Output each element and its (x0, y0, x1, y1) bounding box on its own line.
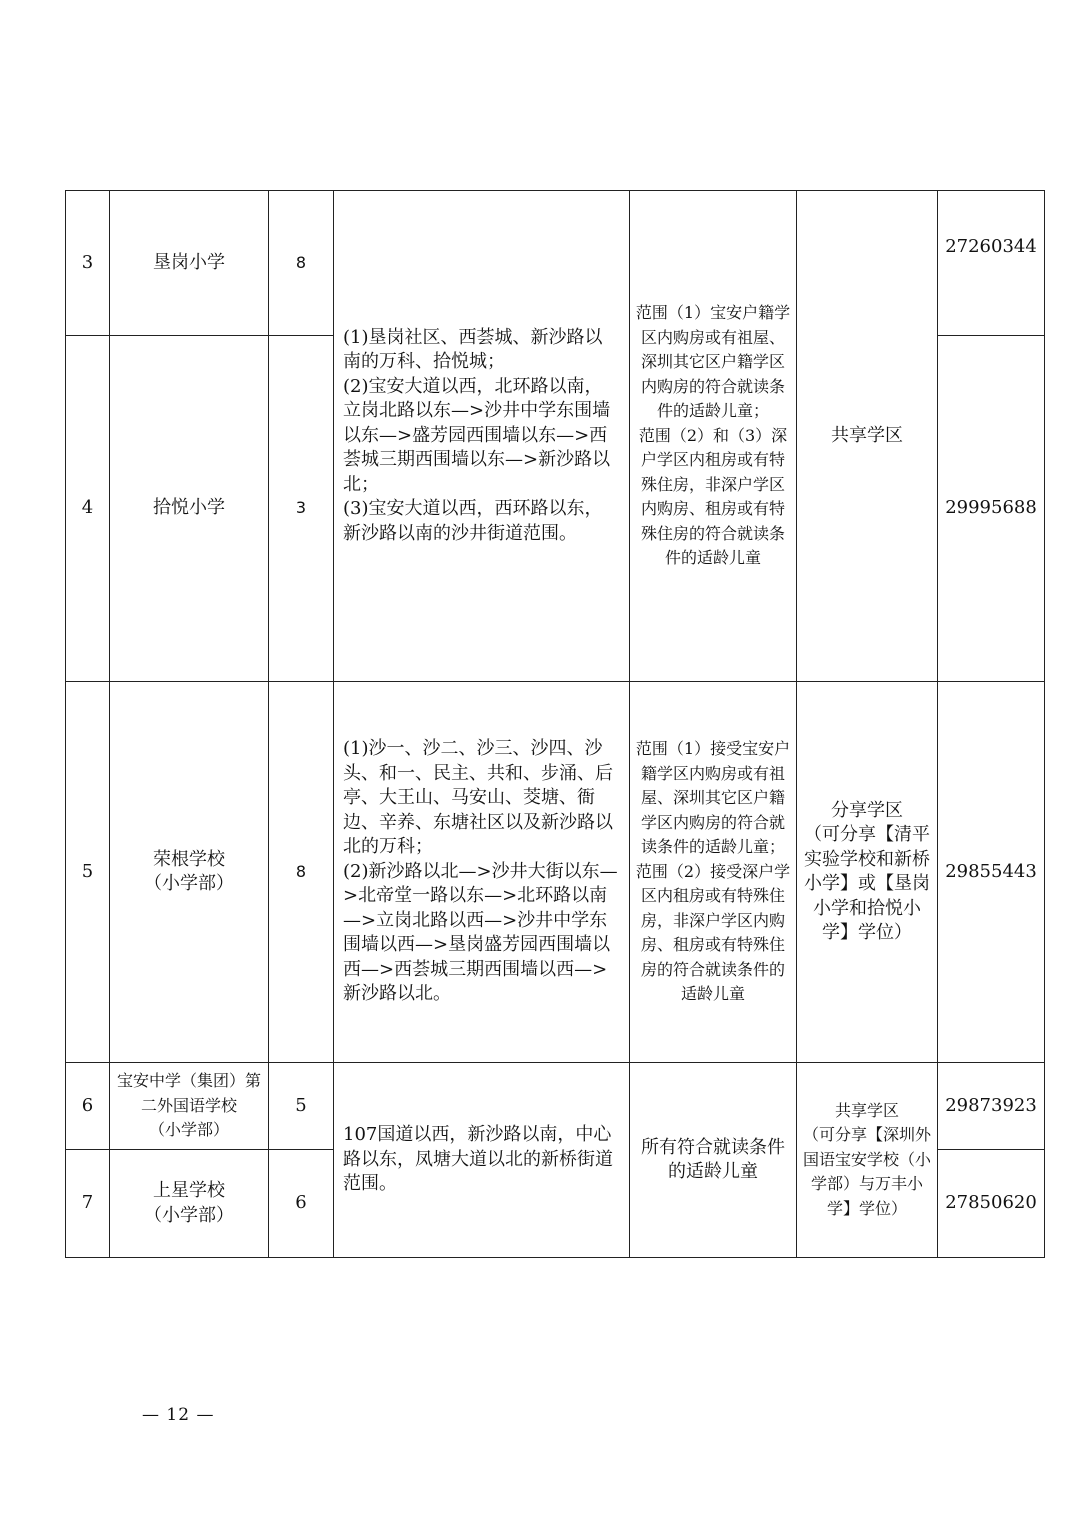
contact-phone: 27850620 (938, 1150, 1045, 1258)
row-number: 5 (66, 682, 110, 1063)
class-count: 5 (269, 1063, 334, 1150)
zone-type: 分享学区 （可分享【清平实验学校和新桥小学】或【垦岗小学和拾悦小学】学位） (797, 682, 938, 1063)
enrollment-scope: 107国道以西，新沙路以南，中心路以东，凤塘大道以北的新桥街道范围。 (334, 1063, 630, 1258)
school-name: 上星学校 （小学部） (110, 1150, 269, 1258)
class-count: 8 (269, 191, 334, 336)
row-number: 3 (66, 191, 110, 336)
row-number: 4 (66, 336, 110, 682)
school-name: 拾悦小学 (110, 336, 269, 682)
class-count: 8 (269, 682, 334, 1063)
eligibility-conditions: 范围（1）接受宝安户籍学区内购房或有祖屋、深圳其它区户籍学区内购房的符合就读条件的适龄儿童； 范围（2）接受深户学区内租房或有特殊住房，非深户学区内购房、租房或有特殊住房的符合就读条件的适龄儿童 (630, 682, 797, 1063)
contact-phone: 29873923 (938, 1063, 1045, 1150)
eligibility-conditions: 所有符合就读条件的适龄儿童 (630, 1063, 797, 1258)
school-name: 荣根学校 （小学部） (110, 682, 269, 1063)
eligibility-conditions: 范围（1）宝安户籍学区内购房或有祖屋、深圳其它区户籍学区内购房的符合就读条件的适龄儿童； 范围（2）和（3）深户学区内租房或有特殊住房，非深户学区内购房、租房或有特殊住房的符合就读条件的适龄儿童 (630, 191, 797, 682)
row-number: 7 (66, 1150, 110, 1258)
class-count: 6 (269, 1150, 334, 1258)
school-name: 宝安中学（集团）第二外国语学校 （小学部） (110, 1063, 269, 1150)
enrollment-scope: (1)沙一、沙二、沙三、沙四、沙头、和一、民主、共和、步涌、后亭、大王山、马安山、茭塘、衙边、辛养、东塘社区以及新沙路以北的万科； (2)新沙路以北—>沙井大街以东—>北帝堂一路以东—>北环路以南—>立岗北路以西—>沙井中学东围墙以西—>垦岗盛芳园西围墙以西—>西荟城三期西围墙以西—>新沙路以北。 (334, 682, 630, 1063)
contact-phone: 29855443 (938, 682, 1045, 1063)
page-number: — 12 — (142, 1405, 215, 1425)
table-row (66, 682, 1045, 1063)
contact-phone: 29995688 (938, 336, 1045, 682)
school-name: 垦岗小学 (110, 191, 269, 336)
enrollment-zone-table (65, 190, 1045, 1258)
table-row (66, 1063, 1045, 1150)
class-count: 3 (269, 336, 334, 682)
contact-phone: 27260344 (938, 191, 1045, 336)
zone-type: 共享学区 (797, 191, 938, 682)
zone-type: 共享学区 （可分享【深圳外国语宝安学校（小学部）与万丰小学】学位） (797, 1063, 938, 1258)
table-row (66, 191, 1045, 336)
enrollment-scope: (1)垦岗社区、西荟城、新沙路以南的万科、拾悦城； (2)宝安大道以西，北环路以南，立岗北路以东—>沙井中学东围墙以东—>盛芳园西围墙以东—>西荟城三期西围墙以东—>新沙路以北； (3)宝安大道以西，西环路以东，新沙路以南的沙井街道范围。 (334, 191, 630, 682)
row-number: 6 (66, 1063, 110, 1150)
